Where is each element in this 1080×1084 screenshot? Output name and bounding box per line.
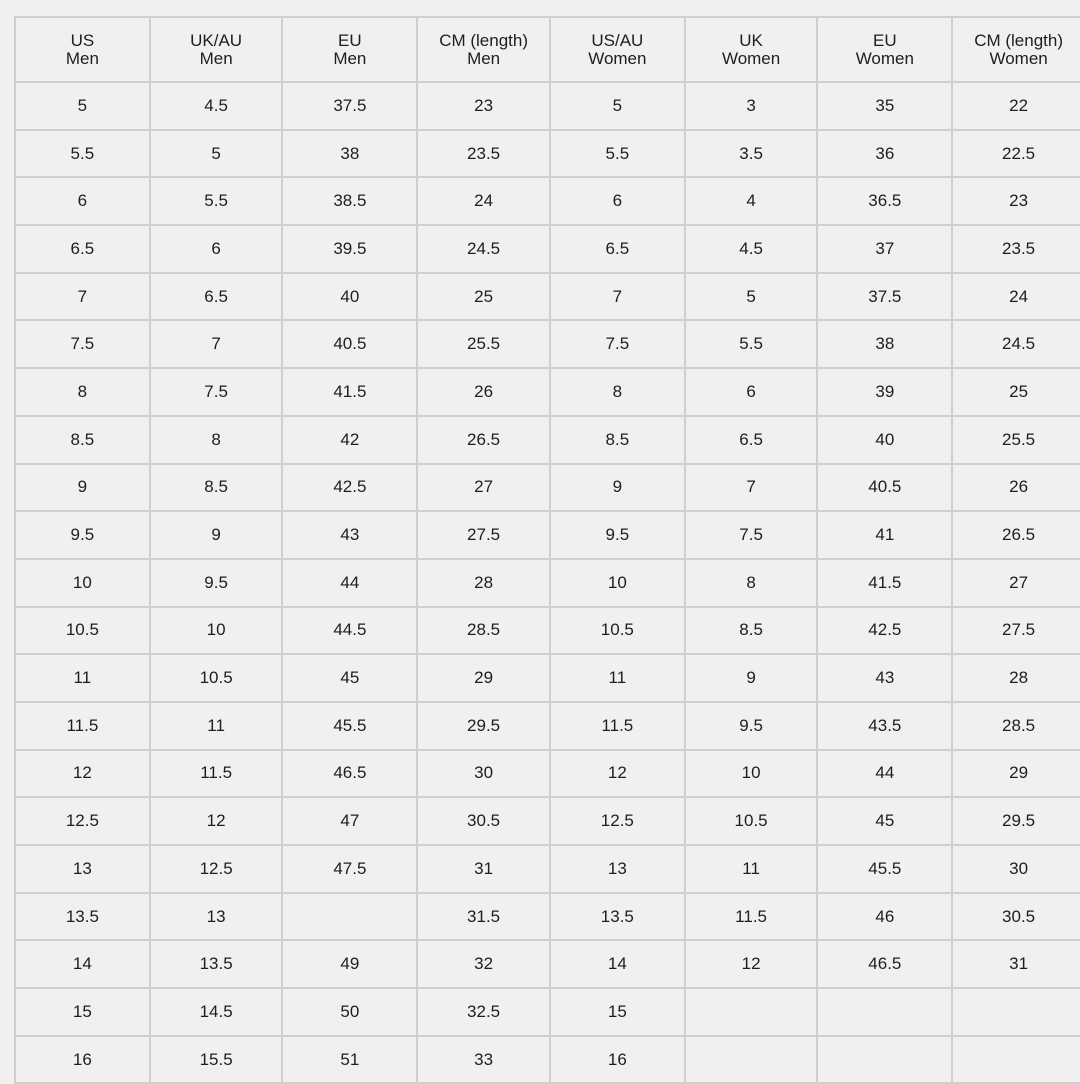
table-cell: 8.5 <box>685 607 818 655</box>
table-cell: 7 <box>550 273 685 321</box>
table-row <box>15 320 1080 368</box>
table-cell: 23.5 <box>952 225 1080 273</box>
column-header-line1: US <box>70 30 95 50</box>
table-cell: 15 <box>550 988 685 1036</box>
table-cell: 12 <box>685 940 818 988</box>
table-cell: 13 <box>150 893 283 941</box>
table-cell: 24.5 <box>417 225 550 273</box>
column-header <box>15 17 150 82</box>
column-header-line2: Women <box>721 48 781 68</box>
table-cell: 3 <box>685 82 818 130</box>
table-cell: 12.5 <box>150 845 283 893</box>
table-cell: 24 <box>417 177 550 225</box>
table-cell: 28.5 <box>417 607 550 655</box>
table-cell: 15.5 <box>150 1036 283 1084</box>
table-cell: 5.5 <box>685 320 818 368</box>
table-row <box>15 511 1080 559</box>
table-cell: 7.5 <box>550 320 685 368</box>
table-cell: 5.5 <box>550 130 685 178</box>
column-header-line2: Women <box>588 48 647 68</box>
table-cell: 13.5 <box>550 893 685 941</box>
table-cell: 43 <box>817 654 952 702</box>
table-row <box>15 464 1080 512</box>
table-cell: 44.5 <box>282 607 417 655</box>
table-cell: 16 <box>15 1036 150 1084</box>
table-row <box>15 702 1080 750</box>
table-cell: 16 <box>550 1036 685 1084</box>
table-cell: 13.5 <box>150 940 283 988</box>
column-header <box>952 17 1080 82</box>
table-cell: 11 <box>150 702 283 750</box>
table-cell: 12 <box>150 797 283 845</box>
table-cell: 32.5 <box>417 988 550 1036</box>
column-header-line1: CM (length) <box>974 30 1063 50</box>
table-cell: 11 <box>685 845 818 893</box>
table-cell: 6.5 <box>150 273 283 321</box>
table-cell: 27.5 <box>417 511 550 559</box>
table-cell: 10.5 <box>150 654 283 702</box>
table-cell: 25 <box>417 273 550 321</box>
table-cell <box>685 1036 818 1084</box>
table-row <box>15 559 1080 607</box>
table-cell <box>817 988 952 1036</box>
table-cell: 6 <box>15 177 150 225</box>
table-cell <box>282 893 417 941</box>
column-header-line1: EU <box>338 30 362 50</box>
table-row <box>15 1036 1080 1084</box>
table-cell: 8 <box>150 416 283 464</box>
table-cell: 30 <box>417 750 550 798</box>
table-row <box>15 273 1080 321</box>
table-cell: 23.5 <box>417 130 550 178</box>
table-cell: 14.5 <box>150 988 283 1036</box>
table-cell: 33 <box>417 1036 550 1084</box>
table-cell: 36 <box>817 130 952 178</box>
column-header-line1: UK <box>739 30 763 50</box>
table-cell: 45.5 <box>817 845 952 893</box>
table-cell: 10 <box>150 607 283 655</box>
table-row <box>15 940 1080 988</box>
table-cell: 13 <box>15 845 150 893</box>
table-cell: 6.5 <box>15 225 150 273</box>
size-chart-table <box>14 16 1080 1084</box>
table-cell: 12 <box>550 750 685 798</box>
size-chart-body <box>15 82 1080 1083</box>
table-cell: 8 <box>15 368 150 416</box>
table-cell: 6.5 <box>550 225 685 273</box>
table-cell: 8 <box>550 368 685 416</box>
table-cell: 9.5 <box>15 511 150 559</box>
table-cell: 40.5 <box>282 320 417 368</box>
table-cell: 37.5 <box>282 82 417 130</box>
table-cell: 6 <box>550 177 685 225</box>
table-cell: 12.5 <box>15 797 150 845</box>
table-cell: 10 <box>685 750 818 798</box>
column-header <box>282 17 417 82</box>
table-cell: 37 <box>817 225 952 273</box>
table-cell: 24 <box>952 273 1080 321</box>
table-cell: 37.5 <box>817 273 952 321</box>
table-row <box>15 416 1080 464</box>
table-cell: 45.5 <box>282 702 417 750</box>
table-cell: 30.5 <box>417 797 550 845</box>
table-cell: 4 <box>685 177 818 225</box>
table-cell: 9.5 <box>685 702 818 750</box>
table-cell: 9 <box>685 654 818 702</box>
size-chart-header <box>15 17 1080 82</box>
table-cell: 51 <box>282 1036 417 1084</box>
table-cell: 41 <box>817 511 952 559</box>
table-cell: 26 <box>952 464 1080 512</box>
table-cell: 5 <box>550 82 685 130</box>
size-chart-container <box>14 16 1080 1084</box>
table-cell: 4.5 <box>150 82 283 130</box>
table-row <box>15 607 1080 655</box>
table-cell: 5.5 <box>150 177 283 225</box>
table-cell: 40 <box>282 273 417 321</box>
table-cell: 44 <box>282 559 417 607</box>
table-cell: 24.5 <box>952 320 1080 368</box>
table-cell: 11.5 <box>550 702 685 750</box>
table-cell: 7 <box>15 273 150 321</box>
table-row <box>15 988 1080 1036</box>
column-header-line1: EU <box>873 30 897 50</box>
table-row <box>15 130 1080 178</box>
table-cell: 7 <box>685 464 818 512</box>
column-header <box>685 17 818 82</box>
table-cell: 32 <box>417 940 550 988</box>
column-header-line1: CM (length) <box>439 30 528 50</box>
column-header-line2: Women <box>989 48 1048 68</box>
table-cell: 8 <box>685 559 818 607</box>
table-cell: 35 <box>817 82 952 130</box>
column-header <box>150 17 283 82</box>
table-cell: 11 <box>550 654 685 702</box>
table-cell: 42.5 <box>282 464 417 512</box>
table-cell: 8.5 <box>15 416 150 464</box>
header-row <box>15 17 1080 82</box>
table-cell: 23 <box>417 82 550 130</box>
table-cell: 50 <box>282 988 417 1036</box>
table-cell: 8.5 <box>150 464 283 512</box>
table-cell: 11 <box>15 654 150 702</box>
table-cell: 39.5 <box>282 225 417 273</box>
table-cell: 30 <box>952 845 1080 893</box>
column-header-line2: Men <box>65 48 99 68</box>
table-cell <box>817 1036 952 1084</box>
table-cell: 7 <box>150 320 283 368</box>
table-cell: 46.5 <box>282 750 417 798</box>
table-cell <box>952 1036 1080 1084</box>
table-cell: 31 <box>417 845 550 893</box>
table-cell: 49 <box>282 940 417 988</box>
table-cell: 23 <box>952 177 1080 225</box>
table-cell: 22 <box>952 82 1080 130</box>
table-row <box>15 750 1080 798</box>
table-cell: 12 <box>15 750 150 798</box>
table-cell: 9 <box>550 464 685 512</box>
table-cell: 31.5 <box>417 893 550 941</box>
table-cell: 47.5 <box>282 845 417 893</box>
table-row <box>15 797 1080 845</box>
table-cell: 5 <box>150 130 283 178</box>
table-cell: 4.5 <box>685 225 818 273</box>
column-header-line2: Women <box>855 48 914 68</box>
table-cell: 43.5 <box>817 702 952 750</box>
column-header-line1: US/AU <box>591 30 644 50</box>
table-cell: 14 <box>15 940 150 988</box>
table-cell: 26.5 <box>952 511 1080 559</box>
table-cell: 13 <box>550 845 685 893</box>
table-cell: 25 <box>952 368 1080 416</box>
table-cell: 7.5 <box>685 511 818 559</box>
table-row <box>15 893 1080 941</box>
table-cell: 27.5 <box>952 607 1080 655</box>
table-cell: 5.5 <box>15 130 150 178</box>
table-cell: 10.5 <box>550 607 685 655</box>
table-row <box>15 177 1080 225</box>
table-row <box>15 654 1080 702</box>
table-cell: 22.5 <box>952 130 1080 178</box>
table-cell: 10.5 <box>685 797 818 845</box>
table-cell: 6 <box>150 225 283 273</box>
table-cell: 40 <box>817 416 952 464</box>
table-cell: 41.5 <box>282 368 417 416</box>
table-cell: 25.5 <box>417 320 550 368</box>
table-cell: 46.5 <box>817 940 952 988</box>
table-cell: 44 <box>817 750 952 798</box>
table-cell: 9 <box>15 464 150 512</box>
table-cell: 29.5 <box>952 797 1080 845</box>
table-cell: 42 <box>282 416 417 464</box>
table-cell: 42.5 <box>817 607 952 655</box>
table-cell: 5 <box>15 82 150 130</box>
table-cell: 40.5 <box>817 464 952 512</box>
table-cell: 41.5 <box>817 559 952 607</box>
table-cell: 27 <box>952 559 1080 607</box>
column-header <box>817 17 952 82</box>
column-header <box>417 17 550 82</box>
table-row <box>15 845 1080 893</box>
table-cell: 5 <box>685 273 818 321</box>
table-cell: 29.5 <box>417 702 550 750</box>
table-cell: 9.5 <box>150 559 283 607</box>
table-cell: 11.5 <box>685 893 818 941</box>
table-cell: 45 <box>282 654 417 702</box>
table-cell: 47 <box>282 797 417 845</box>
table-cell: 8.5 <box>550 416 685 464</box>
table-cell <box>952 988 1080 1036</box>
table-cell: 3.5 <box>685 130 818 178</box>
table-cell: 9.5 <box>550 511 685 559</box>
table-cell: 28 <box>952 654 1080 702</box>
table-cell: 10.5 <box>15 607 150 655</box>
table-cell: 10 <box>550 559 685 607</box>
column-header-line2: Men <box>333 48 367 68</box>
table-cell: 11.5 <box>15 702 150 750</box>
table-cell: 25.5 <box>952 416 1080 464</box>
table-cell: 28 <box>417 559 550 607</box>
table-cell: 28.5 <box>952 702 1080 750</box>
table-cell: 6 <box>685 368 818 416</box>
table-cell: 38 <box>817 320 952 368</box>
table-row <box>15 82 1080 130</box>
table-cell: 29 <box>952 750 1080 798</box>
table-cell: 30.5 <box>952 893 1080 941</box>
table-cell: 39 <box>817 368 952 416</box>
column-header-line1: UK/AU <box>190 30 243 50</box>
column-header-line2: Men <box>199 48 233 68</box>
table-cell: 10 <box>15 559 150 607</box>
table-cell: 13.5 <box>15 893 150 941</box>
table-cell: 36.5 <box>817 177 952 225</box>
table-cell: 38 <box>282 130 417 178</box>
table-cell: 46 <box>817 893 952 941</box>
table-cell: 11.5 <box>150 750 283 798</box>
table-cell: 6.5 <box>685 416 818 464</box>
table-cell: 15 <box>15 988 150 1036</box>
table-cell: 12.5 <box>550 797 685 845</box>
table-cell: 43 <box>282 511 417 559</box>
column-header <box>550 17 685 82</box>
table-cell: 26 <box>417 368 550 416</box>
column-header-line2: Men <box>467 48 501 68</box>
table-cell: 7.5 <box>15 320 150 368</box>
table-row <box>15 225 1080 273</box>
table-cell: 27 <box>417 464 550 512</box>
table-cell: 26.5 <box>417 416 550 464</box>
table-cell: 7.5 <box>150 368 283 416</box>
table-cell: 9 <box>150 511 283 559</box>
table-cell: 14 <box>550 940 685 988</box>
table-row <box>15 368 1080 416</box>
table-cell: 31 <box>952 940 1080 988</box>
table-cell: 45 <box>817 797 952 845</box>
table-cell <box>685 988 818 1036</box>
table-cell: 38.5 <box>282 177 417 225</box>
table-cell: 29 <box>417 654 550 702</box>
